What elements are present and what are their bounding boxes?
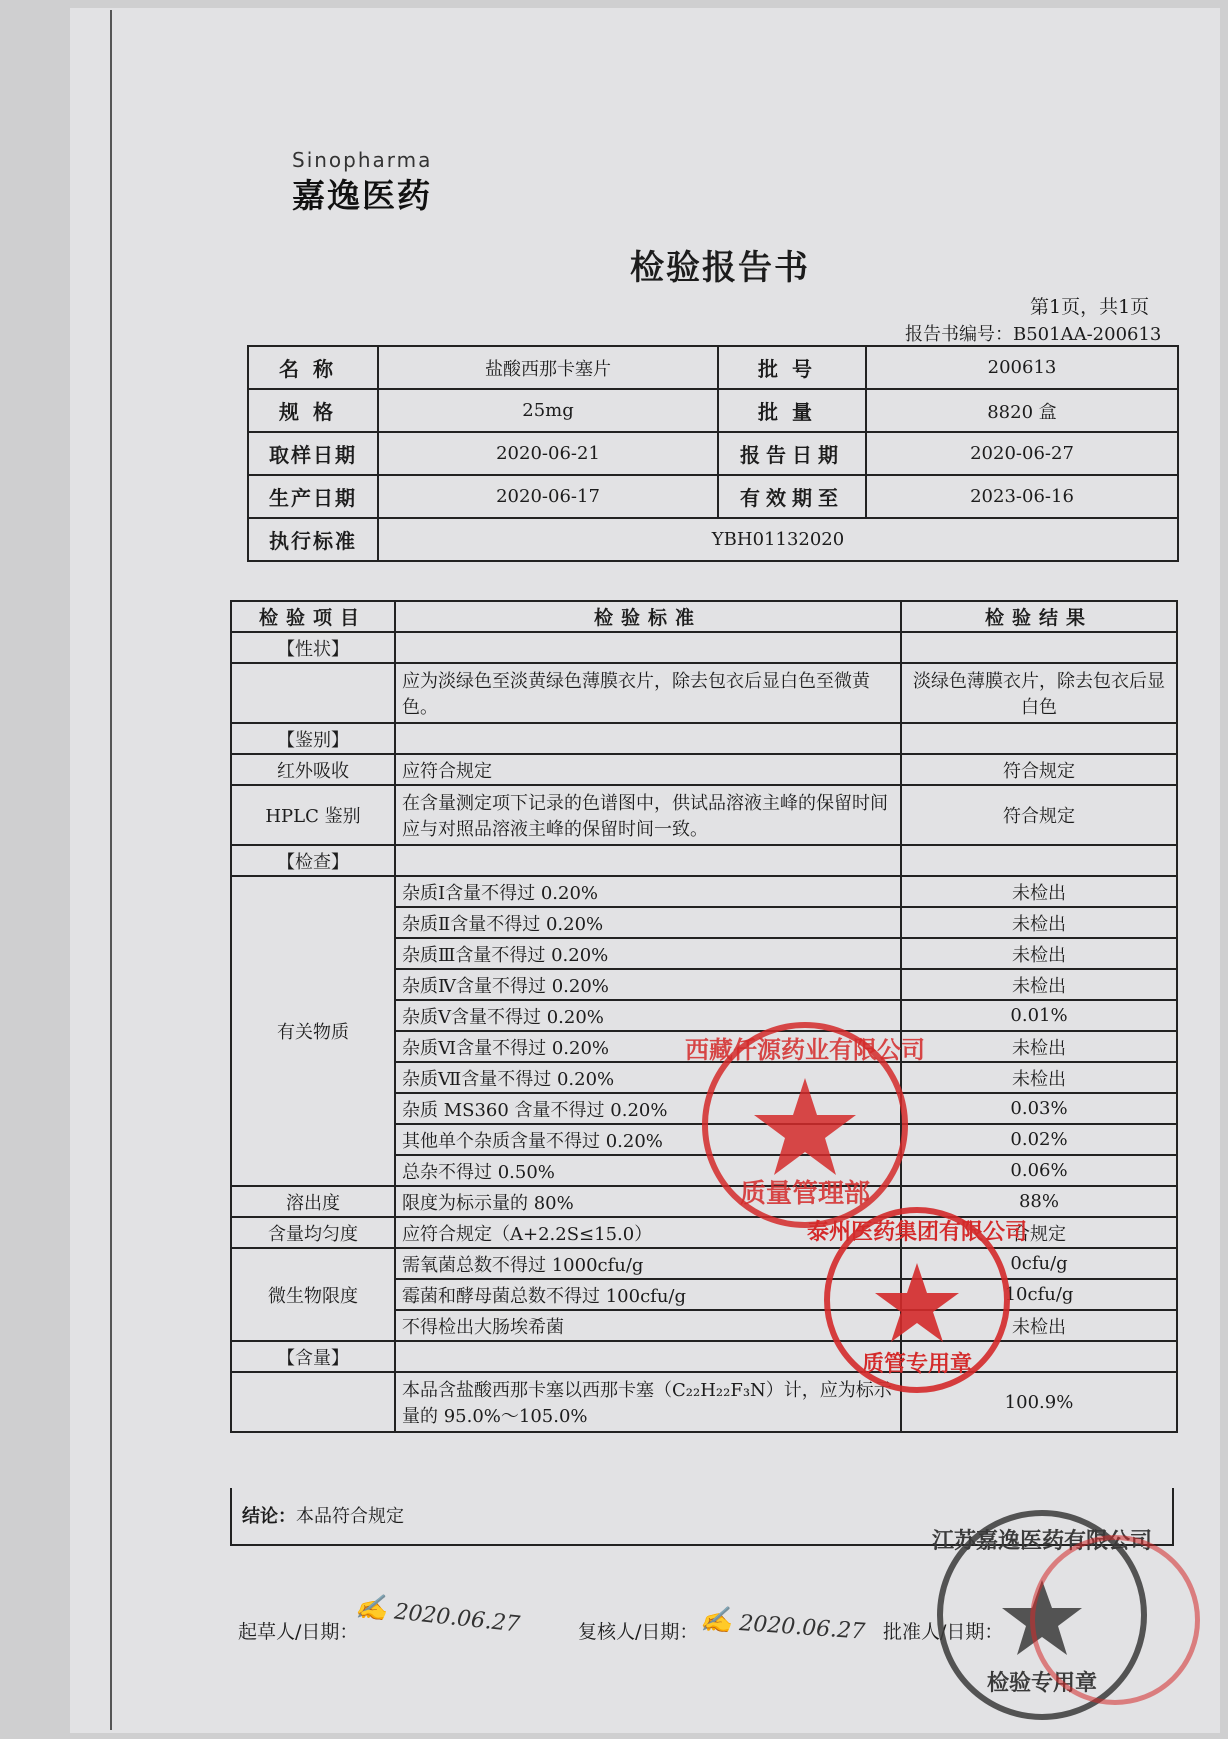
product-name: 盐酸西那卡塞片 bbox=[378, 346, 718, 389]
related-standard: 杂质Ⅲ含量不得过 0.20% bbox=[395, 938, 901, 969]
microbial-standard: 不得检出大肠埃希菌 bbox=[395, 1310, 901, 1341]
related-result: 未检出 bbox=[901, 1062, 1177, 1093]
seal-3-sub: 检验专用章 bbox=[986, 1671, 1098, 1696]
related-result: 0.06% bbox=[901, 1155, 1177, 1186]
table-row bbox=[231, 632, 1177, 663]
reviewer-label: 复核人/日期： bbox=[578, 1621, 699, 1643]
table-row bbox=[231, 1217, 1177, 1248]
exp-date-label: 有效期至 bbox=[718, 475, 866, 518]
report-title: 检验报告书 bbox=[630, 248, 810, 288]
table-row bbox=[231, 1372, 1177, 1432]
prod-date: 2020-06-17 bbox=[378, 475, 718, 518]
table-row bbox=[248, 475, 1178, 518]
drafter-label: 起草人/日期： bbox=[238, 1621, 359, 1643]
logo-cn: 嘉逸医药 bbox=[292, 176, 432, 215]
traits-result: 淡绿色薄膜衣片，除去包衣后显白色 bbox=[901, 663, 1177, 723]
related-standard: 总杂不得过 0.50% bbox=[395, 1155, 901, 1186]
report-date-label: 报告日期 bbox=[718, 432, 866, 475]
related-result: 未检出 bbox=[901, 907, 1177, 938]
related-result: 未检出 bbox=[901, 876, 1177, 907]
table-row bbox=[231, 754, 1177, 785]
table-row bbox=[231, 1341, 1177, 1372]
related-result: 未检出 bbox=[901, 938, 1177, 969]
ir-item: 红外吸收 bbox=[231, 754, 395, 785]
section-check: 【检查】 bbox=[231, 845, 395, 876]
standard-label: 执行标准 bbox=[248, 518, 378, 561]
table-row bbox=[231, 845, 1177, 876]
table-row bbox=[231, 876, 1177, 907]
related-substances-label: 有关物质 bbox=[231, 876, 395, 1186]
info-table bbox=[247, 345, 1179, 562]
related-standard: 杂质Ⅰ含量不得过 0.20% bbox=[395, 876, 901, 907]
name-label: 名称 bbox=[248, 346, 378, 389]
related-standard: 杂质Ⅶ含量不得过 0.20% bbox=[395, 1062, 901, 1093]
section-identification: 【鉴别】 bbox=[231, 723, 395, 754]
seal-3-text: 江苏嘉逸医药有限公司 bbox=[931, 1529, 1153, 1554]
page-info: 第1页，共1页 bbox=[1030, 296, 1150, 318]
dissolution-standard: 限度为标示量的 80% bbox=[395, 1186, 901, 1217]
uniformity-item: 含量均匀度 bbox=[231, 1217, 395, 1248]
standard-value: YBH01132020 bbox=[378, 518, 1178, 561]
prod-date-label: 生产日期 bbox=[248, 475, 378, 518]
assay-result: 100.9% bbox=[901, 1372, 1177, 1432]
qty-value: 8820 盒 bbox=[866, 389, 1178, 432]
seal-1-sub: 质量管理部 bbox=[739, 1179, 871, 1209]
table-row bbox=[231, 723, 1177, 754]
hplc-item: HPLC 鉴别 bbox=[231, 785, 395, 845]
col-header-standard: 检验标准 bbox=[395, 601, 901, 632]
table-row bbox=[248, 389, 1178, 432]
quality-dept-seal bbox=[685, 1020, 925, 1230]
spec-label: 规格 bbox=[248, 389, 378, 432]
related-result: 0.02% bbox=[901, 1124, 1177, 1155]
seal-1-text: 西藏仟源药业有限公司 bbox=[685, 1036, 925, 1064]
drafter-date: 2020.06.27 bbox=[393, 1599, 522, 1638]
company-logo bbox=[292, 148, 432, 217]
related-standard: 杂质 MS360 含量不得过 0.20% bbox=[395, 1093, 901, 1124]
qty-label: 批量 bbox=[718, 389, 866, 432]
sample-date-label: 取样日期 bbox=[248, 432, 378, 475]
related-result: 未检出 bbox=[901, 969, 1177, 1000]
microbial-standard: 需氧菌总数不得过 1000cfu/g bbox=[395, 1248, 901, 1279]
hplc-result: 符合规定 bbox=[901, 785, 1177, 845]
related-result: 0.01% bbox=[901, 1000, 1177, 1031]
microbial-label: 微生物限度 bbox=[231, 1248, 395, 1341]
seal-2-text: 泰州医药集团有限公司 bbox=[806, 1220, 1028, 1245]
report-number: 报告书编号：B501AA-200613 bbox=[905, 324, 1162, 345]
conclusion-text: 本品符合规定 bbox=[296, 1506, 404, 1527]
dissolution-item: 溶出度 bbox=[231, 1186, 395, 1217]
ir-standard: 应符合规定 bbox=[395, 754, 901, 785]
report-date: 2020-06-27 bbox=[866, 432, 1178, 475]
col-header-result: 检验结果 bbox=[901, 601, 1177, 632]
ir-result: 符合规定 bbox=[901, 754, 1177, 785]
related-standard: 杂质Ⅵ含量不得过 0.20% bbox=[395, 1031, 901, 1062]
faded-red-seal bbox=[1030, 1535, 1200, 1705]
table-row bbox=[231, 663, 1177, 723]
qc-seal bbox=[806, 1205, 1028, 1395]
batch-label: 批号 bbox=[718, 346, 866, 389]
traits-standard: 应为淡绿色至淡黄绿色薄膜衣片，除去包衣后显白色至微黄色。 bbox=[395, 663, 901, 723]
related-standard: 杂质Ⅳ含量不得过 0.20% bbox=[395, 969, 901, 1000]
batch-number: 200613 bbox=[866, 346, 1178, 389]
hplc-standard: 在含量测定项下记录的色谱图中，供试品溶液主峰的保留时间应与对照品溶液主峰的保留时间一致。 bbox=[395, 785, 901, 845]
test-table bbox=[230, 600, 1178, 1433]
conclusion-label: 结论： bbox=[242, 1506, 296, 1527]
sample-date: 2020-06-21 bbox=[378, 432, 718, 475]
section-assay: 【含量】 bbox=[231, 1341, 395, 1372]
assay-standard: 本品含盐酸西那卡塞以西那卡塞（C₂₂H₂₂F₃N）计，应为标示量的 95.0%～105.0% bbox=[395, 1372, 901, 1432]
related-result: 未检出 bbox=[901, 1031, 1177, 1062]
table-row bbox=[231, 1186, 1177, 1217]
uniformity-result: 合规定 bbox=[901, 1217, 1177, 1248]
paper-fold-line bbox=[110, 10, 112, 1730]
related-result: 0.03% bbox=[901, 1093, 1177, 1124]
microbial-standard: 霉菌和酵母菌总数不得过 100cfu/g bbox=[395, 1279, 901, 1310]
uniformity-standard: 应符合规定（A+2.2S≤15.0） bbox=[395, 1217, 901, 1248]
dissolution-result: 88% bbox=[901, 1186, 1177, 1217]
related-standard: 其他单个杂质含量不得过 0.20% bbox=[395, 1124, 901, 1155]
logo-en: Sinopharma bbox=[292, 148, 433, 172]
seal-2-sub: 质管专用章 bbox=[861, 1352, 973, 1377]
table-row bbox=[248, 432, 1178, 475]
col-header-item: 检验项目 bbox=[231, 601, 395, 632]
microbial-result: 0cfu/g bbox=[901, 1248, 1177, 1279]
drafter-signature: ✍ 2020.06.27 bbox=[353, 1591, 522, 1638]
exp-date: 2023-06-16 bbox=[866, 475, 1178, 518]
spec-value: 25mg bbox=[378, 389, 718, 432]
section-traits: 【性状】 bbox=[231, 632, 395, 663]
approver-label: 批准人/日期： bbox=[883, 1621, 1004, 1643]
table-header-row bbox=[231, 601, 1177, 632]
related-standard: 杂质Ⅴ含量不得过 0.20% bbox=[395, 1000, 901, 1031]
table-row bbox=[248, 518, 1178, 561]
table-row bbox=[248, 346, 1178, 389]
table-row bbox=[231, 1248, 1177, 1279]
table-row bbox=[231, 785, 1177, 845]
reviewer-signature: ✍ 2020.06.27 bbox=[699, 1604, 866, 1645]
microbial-result: 10cfu/g bbox=[901, 1279, 1177, 1310]
microbial-result: 未检出 bbox=[901, 1310, 1177, 1341]
related-standard: 杂质Ⅱ含量不得过 0.20% bbox=[395, 907, 901, 938]
reviewer-date: 2020.06.27 bbox=[738, 1611, 866, 1645]
